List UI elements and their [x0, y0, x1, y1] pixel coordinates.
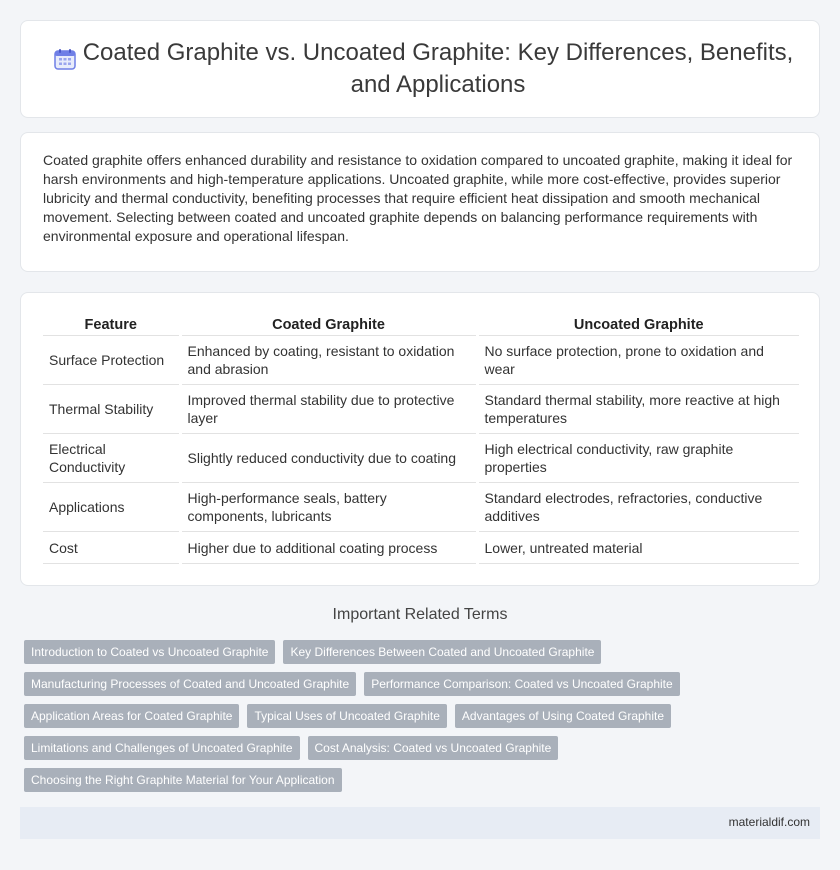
- table-cell: Applications: [43, 483, 180, 532]
- table-cell: Surface Protection: [43, 336, 180, 385]
- comparison-table: [43, 313, 799, 564]
- table-cell: Thermal Stability: [43, 385, 180, 434]
- calendar-icon: [53, 47, 77, 71]
- related-term-link[interactable]: Limitations and Challenges of Uncoated Graphite: [24, 736, 300, 760]
- table-cell: Cost: [43, 532, 180, 564]
- related-terms-list: [24, 640, 814, 792]
- table-cell: Enhanced by coating, resistant to oxidation and abrasion: [180, 336, 477, 385]
- table-row: [43, 434, 799, 483]
- footer-site-link[interactable]: materialdif.com: [728, 815, 810, 829]
- intro-card: [20, 132, 820, 272]
- intro-text: Coated graphite offers enhanced durability and resistance to oxidation compared to uncoated graphite, making it ideal for harsh environments and high-temperature applications. Uncoated graphite, while more cost-effective, provides superior lubricity and thermal conductivity, benefiting processes that require efficient heat dissipation and smooth mechanical movement. Selecting between coated and uncoated graphite depends on balancing performance requirements with environmental exposure and operational lifespan.: [43, 152, 793, 244]
- related-term-link[interactable]: Advantages of Using Coated Graphite: [455, 704, 671, 728]
- table-row: [43, 532, 799, 564]
- table-cell: Electrical Conductivity: [43, 434, 180, 483]
- header-card: [20, 20, 820, 118]
- related-term-link[interactable]: Key Differences Between Coated and Uncoated Graphite: [283, 640, 601, 664]
- footer: [20, 807, 820, 839]
- related-term-link[interactable]: Choosing the Right Graphite Material for Your Application: [24, 768, 342, 792]
- table-row: [43, 483, 799, 532]
- related-terms-title: Important Related Terms: [332, 606, 508, 623]
- table-cell: High electrical conductivity, raw graphite properties: [477, 434, 799, 483]
- table-cell: Lower, untreated material: [477, 532, 799, 564]
- column-header-feature: Feature: [43, 313, 180, 336]
- table-cell: High-performance seals, battery components, lubricants: [180, 483, 477, 532]
- column-header-coated: Coated Graphite: [180, 313, 477, 336]
- table-row: [43, 385, 799, 434]
- related-term-link[interactable]: Performance Comparison: Coated vs Uncoated Graphite: [364, 672, 679, 696]
- table-cell: No surface protection, prone to oxidation and wear: [477, 336, 799, 385]
- column-header-uncoated: Uncoated Graphite: [477, 313, 799, 336]
- related-term-link[interactable]: Introduction to Coated vs Uncoated Graphite: [24, 640, 275, 664]
- table-cell: Higher due to additional coating process: [180, 532, 477, 564]
- table-cell: Standard thermal stability, more reactive at high temperatures: [477, 385, 799, 434]
- table-cell: Slightly reduced conductivity due to coating: [180, 434, 477, 483]
- table-cell: Improved thermal stability due to protective layer: [180, 385, 477, 434]
- page-title: Coated Graphite vs. Uncoated Graphite: Key Differences, Benefits, and Applications: [82, 39, 794, 98]
- comparison-table-card: [20, 292, 820, 586]
- related-term-link[interactable]: Cost Analysis: Coated vs Uncoated Graphite: [308, 736, 559, 760]
- related-term-link[interactable]: Manufacturing Processes of Coated and Uncoated Graphite: [24, 672, 356, 696]
- related-term-link[interactable]: Typical Uses of Uncoated Graphite: [247, 704, 446, 728]
- table-header-row: [43, 313, 799, 336]
- related-term-link[interactable]: Application Areas for Coated Graphite: [24, 704, 239, 728]
- table-row: [43, 336, 799, 385]
- table-cell: Standard electrodes, refractories, conductive additives: [477, 483, 799, 532]
